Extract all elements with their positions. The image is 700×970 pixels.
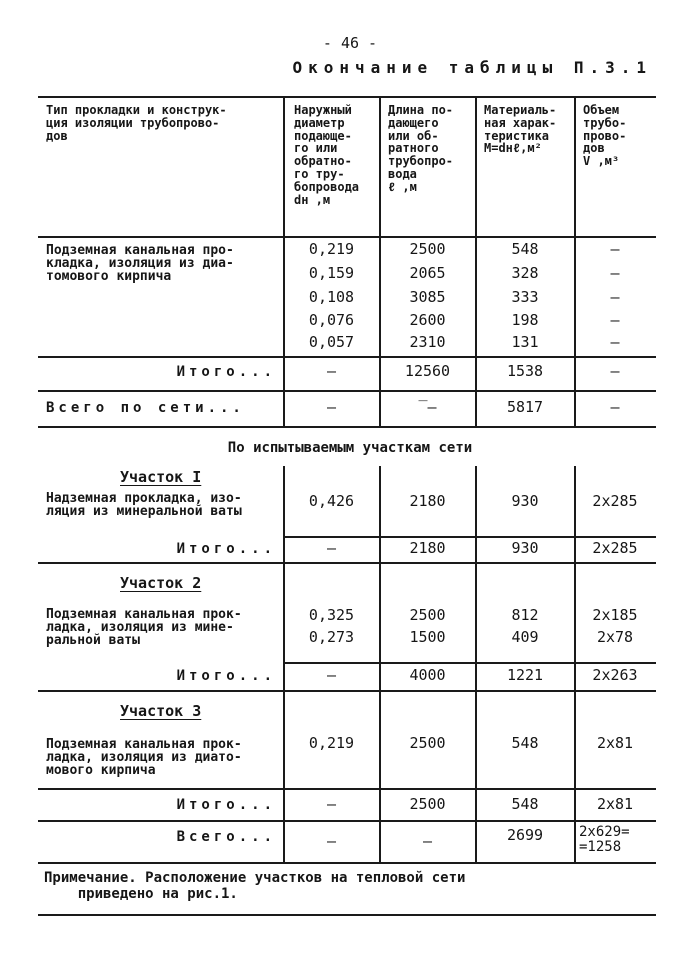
cell-diameter: –	[326, 398, 337, 416]
cell-material: 5817	[506, 398, 544, 416]
row-description: Подземная канальная про- кладка, изоляция из диа- томового кирпича	[46, 243, 234, 284]
cell-material: 812	[511, 606, 539, 624]
cell-volume: 2x629= =1258	[579, 824, 630, 855]
cell-diameter: 0,219	[308, 734, 355, 752]
row-description: Подземная канальная прок- ладка, изоляция из мине- ральной ваты	[46, 607, 242, 648]
cell-volume: 2x285	[592, 492, 638, 510]
cell-diameter: –	[326, 666, 337, 684]
cell-volume: 2x78	[596, 628, 634, 646]
cell-volume: 2x81	[596, 734, 634, 752]
rule	[283, 536, 656, 538]
cell-diameter: 0,057	[308, 333, 355, 351]
cell-diameter: 0,159	[308, 264, 355, 282]
cell-material: 548	[511, 240, 539, 258]
cell-length: 2500	[409, 240, 446, 258]
cell-length: 2180	[409, 492, 446, 510]
cell-material: 548	[511, 734, 539, 752]
header-diameter: Наружный диаметр подающе- го или обратно- го тру- бопровода dн ,м	[294, 103, 360, 207]
cell-material: 930	[511, 492, 539, 510]
cell-volume: –	[610, 398, 620, 416]
grand-total-label: Всего...	[176, 829, 276, 845]
cell-length: 12560	[404, 362, 451, 380]
cell-diameter: 0,273	[308, 628, 355, 646]
subtotal-label: Итого...	[176, 668, 276, 684]
note-bottom-rule	[38, 914, 656, 916]
cell-material: 409	[511, 628, 539, 646]
header-volume: Объем трубо- прово- дов V ,м³	[583, 103, 627, 169]
rule	[38, 562, 656, 564]
cell-length: 2180	[409, 539, 446, 557]
rule	[38, 426, 656, 428]
header-type: Тип прокладки и конструк- ция изоляции трубопрово- дов	[46, 103, 227, 143]
cell-volume: –	[610, 311, 620, 329]
subtotal-label: Итого...	[176, 364, 276, 380]
cell-material: 1221	[506, 666, 544, 684]
cell-material: 198	[511, 311, 539, 329]
rule	[38, 820, 656, 822]
rule	[38, 690, 656, 692]
cell-length: 2500	[409, 734, 446, 752]
header-length: Длина по- дающего или об- ратного трубопро- вода ℓ ,м	[388, 103, 454, 194]
cell-diameter: 0,426	[308, 492, 355, 510]
tested-sections-title: По испытываемым участкам сети	[227, 440, 473, 456]
cell-length: –	[422, 832, 433, 850]
cell-volume: 2x185	[592, 606, 638, 624]
header-bottom-rule	[38, 236, 656, 238]
cell-length: 2500	[409, 795, 446, 813]
row-description: Надземная прокладка, изо- ляция из минеральной ваты	[46, 491, 242, 519]
cell-length: 2065	[409, 264, 446, 282]
cell-diameter: –	[326, 539, 337, 557]
row-description: Подземная канальная прок- ладка, изоляция из диато- мового кирпича	[46, 737, 242, 778]
cell-diameter: 0,076	[308, 311, 355, 329]
cell-volume: 2x263	[592, 666, 638, 684]
cell-length: 2310	[409, 333, 446, 351]
cell-volume: –	[610, 264, 620, 282]
footnote: Примечание. Расположение участков на тепловой сети приведено на рис.1.	[44, 870, 466, 902]
cell-diameter: –	[326, 832, 337, 850]
cell-volume: –	[610, 333, 620, 351]
section-heading: Участок I	[120, 468, 202, 486]
table-top-rule	[38, 96, 656, 98]
subtotal-label: Итого...	[176, 797, 276, 813]
cell-material: 930	[511, 539, 539, 557]
cell-length: 2600	[409, 311, 446, 329]
subtotal-label: Итого...	[176, 541, 276, 557]
cell-diameter: –	[326, 795, 337, 813]
section-heading: Участок 3	[120, 702, 202, 720]
cell-length: 3085	[409, 288, 446, 306]
cell-length: ‾–	[418, 398, 437, 416]
cell-volume: –	[610, 362, 620, 380]
page-number: - 46 -	[322, 34, 378, 52]
section-heading: Участок 2	[120, 574, 202, 592]
header-material: Материаль- ная харак- теристика M=dнℓ,м²	[484, 103, 557, 156]
cell-length: 4000	[409, 666, 446, 684]
rule	[38, 356, 656, 358]
network-total-label: Всего по сети...	[46, 400, 245, 416]
rule	[38, 390, 656, 392]
cell-length: 1500	[409, 628, 446, 646]
cell-diameter: 0,108	[308, 288, 355, 306]
cell-diameter: –	[326, 362, 337, 380]
cell-material: 548	[511, 795, 539, 813]
cell-volume: 2x81	[596, 795, 634, 813]
cell-material: 1538	[506, 362, 544, 380]
cell-diameter: 0,219	[308, 240, 355, 258]
cell-diameter: 0,325	[308, 606, 355, 624]
rule	[38, 788, 656, 790]
rule	[38, 862, 656, 864]
cell-volume: 2x285	[592, 539, 638, 557]
cell-length: 2500	[409, 606, 446, 624]
cell-material: 2699	[506, 826, 544, 844]
rule	[283, 662, 656, 664]
cell-material: 131	[511, 333, 539, 351]
cell-material: 333	[511, 288, 539, 306]
cell-volume: –	[610, 288, 620, 306]
cell-volume: –	[610, 240, 620, 258]
table-continuation-title: Окончание таблицы П.3.1	[292, 58, 652, 77]
cell-material: 328	[511, 264, 539, 282]
